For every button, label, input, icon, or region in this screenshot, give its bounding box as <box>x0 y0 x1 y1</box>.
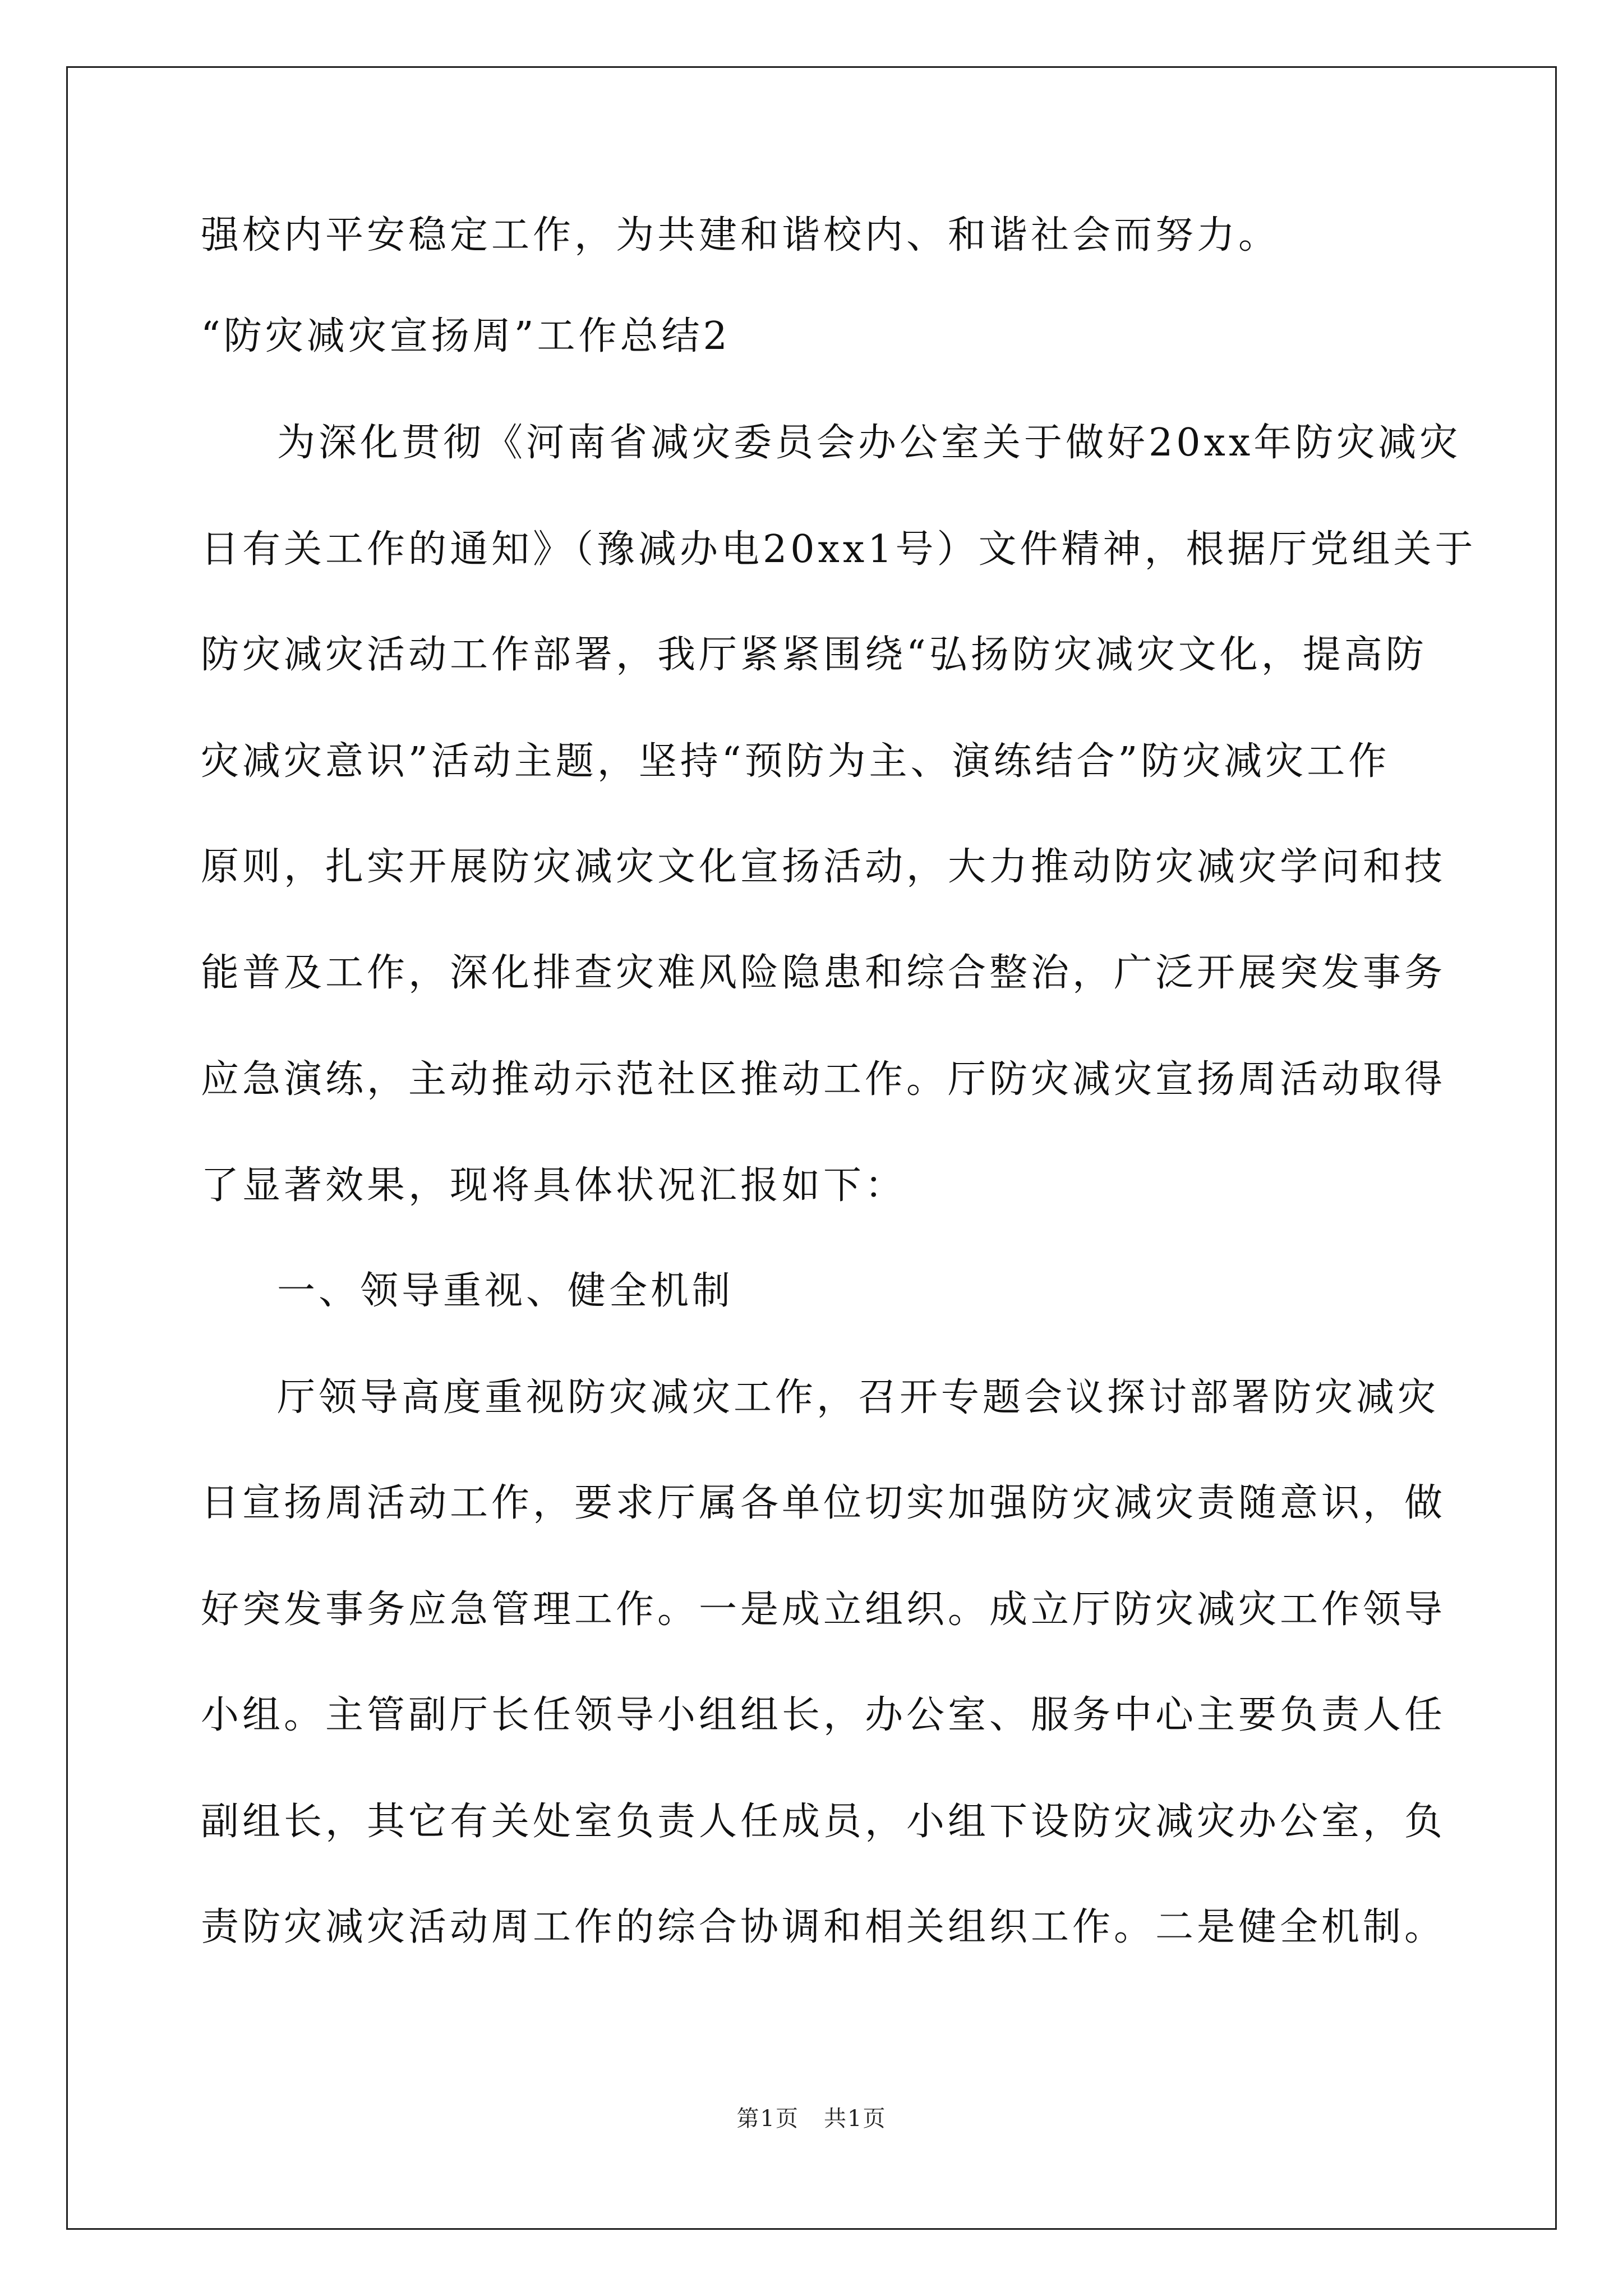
text-line: 原则，扎实开展防灾减灾文化宣扬活动，大力推动防灾减灾学问和技 <box>201 845 1446 889</box>
text-line: 为深化贯彻《河南省减灾委员会办公室关于做好20xx年防灾减灾 <box>277 421 1461 465</box>
text-line: 责防灾减灾活动周工作的综合协调和相关组织工作。二是健全机制。 <box>201 1905 1446 1949</box>
text-line: 副组长，其它有关处室负责人任成员，小组下设防灾减灾办公室，负 <box>201 1800 1446 1844</box>
page-total: 共1页 <box>824 2106 887 2132</box>
section-heading: 一、领导重视、健全机制 <box>277 1269 734 1313</box>
text-line: 日有关工作的通知》（豫减办电20xx1号）文件精神，根据厅党组关于 <box>201 527 1477 572</box>
text-line: 防灾减灾活动工作部署，我厅紧紧围绕“弘扬防灾减灾文化，提高防 <box>201 633 1427 677</box>
text-line: 厅领导高度重视防灾减灾工作，召开专题会议探讨部署防灾减灾 <box>277 1375 1440 1420</box>
text-line: 小组。主管副厅长任领导小组组长，办公室、服务中心主要负责人任 <box>201 1693 1446 1737</box>
text-line: 应急演练，主动推动示范社区推动工作。厅防灾减灾宣扬周活动取得 <box>201 1057 1446 1102</box>
text-line: 了显著效果，现将具体状况汇报如下： <box>201 1163 907 1208</box>
text-line: 强校内平安稳定工作，为共建和谐校内、和谐社会而努力。 <box>201 213 1280 257</box>
page-number: 第1页 <box>736 2106 799 2132</box>
text-line: 灾减灾意识”活动主题，坚持“预防为主、演练结合”防灾减灾工作 <box>201 739 1390 784</box>
text-line: 好突发事务应急管理工作。一是成立组织。成立厅防灾减灾工作领导 <box>201 1588 1446 1632</box>
text-line: 能普及工作，深化排查灾难风险隐患和综合整治，广泛开展突发事务 <box>201 951 1446 995</box>
text-line: 日宣扬周活动工作，要求厅属各单位切实加强防灾减灾责随意识，做 <box>201 1481 1446 1525</box>
section-title: “防灾减灾宣扬周”工作总结2 <box>201 314 731 358</box>
page-footer <box>0 2105 1623 2133</box>
